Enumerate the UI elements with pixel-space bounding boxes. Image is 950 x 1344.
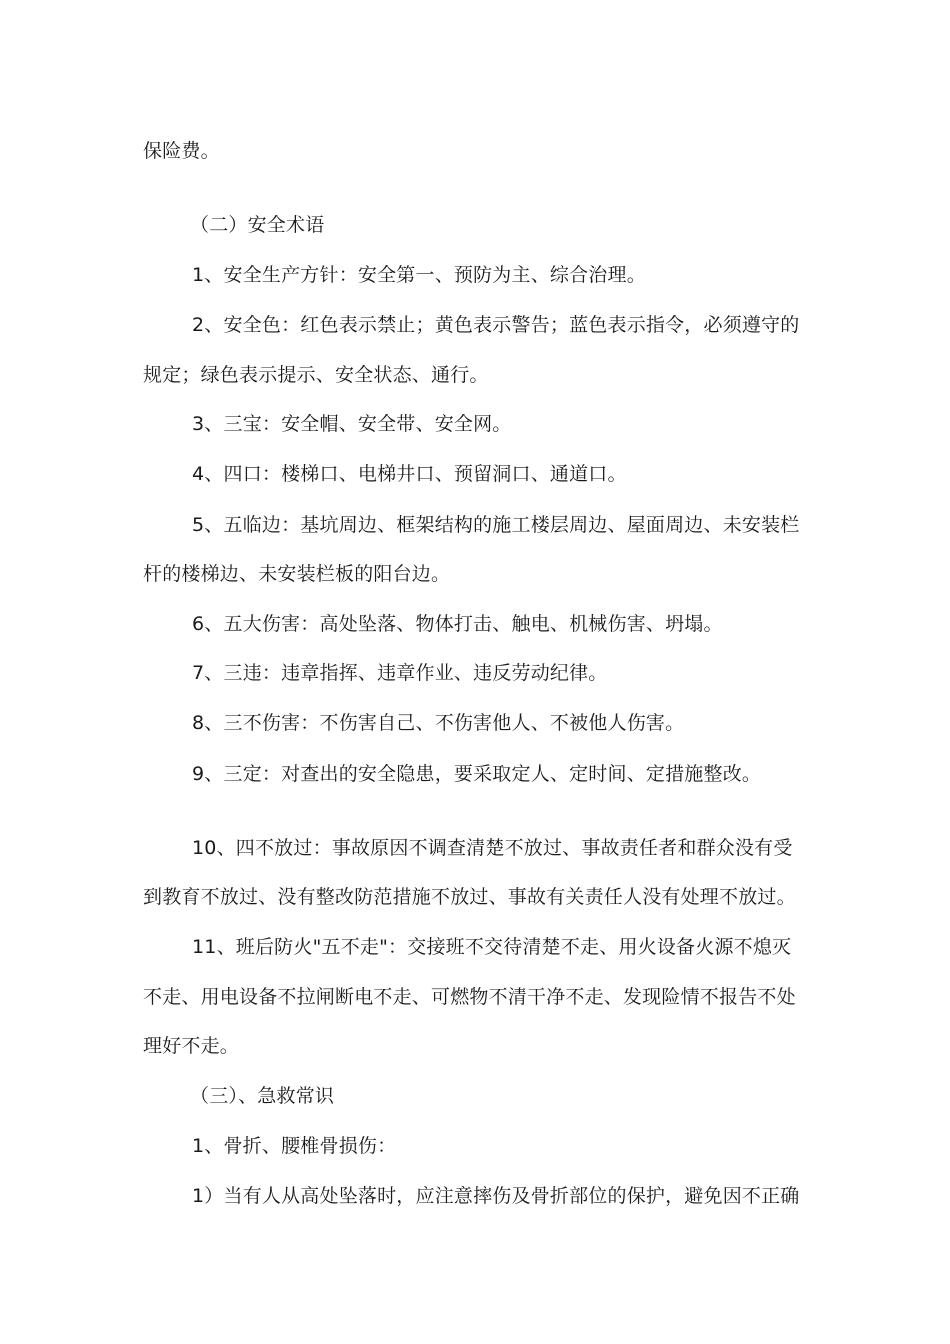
paragraph-line: 保险费。 [143, 140, 220, 162]
paragraph-line: 1、骨折、腰椎骨损伤： [192, 1135, 397, 1157]
paragraph-line: 1）当有人从高处坠落时，应注意摔伤及骨折部位的保护，避免因不正确 [192, 1185, 800, 1207]
paragraph-line: 8、三不伤害：不伤害自己、不伤害他人、不被他人伤害。 [192, 712, 685, 734]
paragraph-line: 6、五大伤害：高处坠落、物体打击、触电、机械伤害、坍塌。 [192, 613, 723, 635]
paragraph-line: 理好不走。 [143, 1035, 240, 1057]
paragraph-line: 到教育不放过、没有整改防范措施不放过、事故有关责任人没有处理不放过。 [143, 886, 796, 908]
paragraph-line: 7、三违：违章指挥、违章作业、违反劳动纪律。 [192, 662, 608, 684]
paragraph-line: 规定；绿色表示提示、安全状态、通行。 [143, 364, 489, 386]
paragraph-line: 4、四口：楼梯口、电梯井口、预留洞口、通道口。 [192, 463, 627, 485]
section-heading: （二）安全术语 [190, 214, 325, 236]
paragraph-line: 不走、用电设备不拉闸断电不走、可燃物不清干净不走、发现险情不报告不处 [143, 986, 796, 1008]
paragraph-line: 5、五临边：基坑周边、框架结构的施工楼层周边、屋面周边、未安装栏 [192, 514, 800, 536]
paragraph-line: 2、安全色：红色表示禁止；黄色表示警告；蓝色表示指令，必须遵守的 [192, 314, 800, 336]
paragraph-line: 3、三宝：安全帽、安全带、安全网。 [192, 413, 512, 435]
paragraph-line: 杆的楼梯边、未安装栏板的阳台边。 [143, 563, 451, 585]
paragraph-line: 10、四不放过：事故原因不调查清楚不放过、事故责任者和群众没有受 [192, 837, 793, 859]
paragraph-line: 11、班后防火"五不走"：交接班不交待清楚不走、用火设备火源不熄灭 [192, 936, 792, 958]
paragraph-line: 1、安全生产方针：安全第一、预防为主、综合治理。 [192, 264, 646, 286]
section-heading: （三）、急救常识 [190, 1085, 335, 1107]
paragraph-line: 9、三定：对查出的安全隐患，要采取定人、定时间、定措施整改。 [192, 763, 762, 785]
